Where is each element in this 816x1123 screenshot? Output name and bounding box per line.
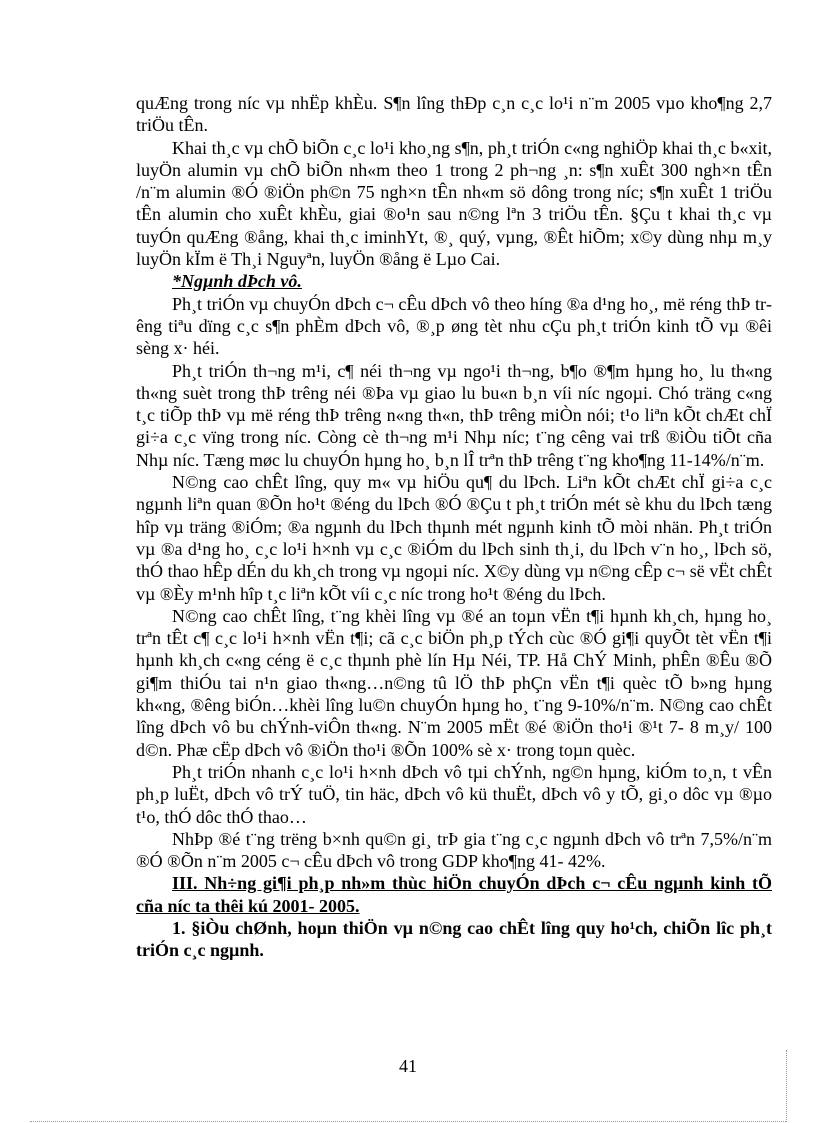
body-text [136,92,772,962]
subsection-heading-1: 1. §iÒu chØnh, hoµn thiÖn vµ n©ng cao chÊt lîng quy ho¹ch, chiÕn lîc ph¸t triÓn c¸c ngµnh. [136,917,772,961]
paragraph-3: Ph¸t triÓn vµ chuyÓn dÞch c¬ cÊu dÞch vô theo híng ®a d¹ng ho¸, më réng thÞ trêng tiªu dïng c¸c s¶n phÈm dÞch vô, ®¸p øng tèt nhu cÇu ph¸t triÓn kinh tÕ vµ ®êi sèng x· héi. [136,293,772,359]
paragraph-1: quÆng trong níc vµ nhËp khÈu. S¶n lîng thÐp c¸n c¸c lo¹i n¨m 2005 vµo kho¶ng 2,7 triÖu tÊn. [136,93,772,136]
paragraph-4: Ph¸t triÓn th¬ng m¹i, c¶ néi th¬ng vµ ngo¹i th¬ng, b¶o ®¶m hµng ho¸ lu th«ng th«ng suèt trong thÞ trêng néi ®Þa vµ giao lu bu«n b¸n víi níc ngoµi. Chó träng c«ng t¸c tiÕp thÞ vµ më réng thÞ trêng n«ng th«n, thÞ trêng miÒn nói; t¹o liªn kÕt chÆt chÏ gi÷a c¸c vïng trong níc. Còng cè th¬ng m¹i Nhµ níc; t¨ng cêng vai trß ®iÒu tiÕt cña Nhµ níc. Tæng møc lu chuyÓn hµng ho¸ b¸n lÎ trªn thÞ trêng t¨ng kho¶ng 11-14%/n¨m. [136,360,772,470]
paragraph-6: N©ng cao chÊt lîng, t¨ng khèi lîng vµ ®é an toµn vËn t¶i hµnh kh¸ch, hµng ho¸ trªn tÊt c¶ c¸c lo¹i h×nh vËn t¶i; cã c¸c biÖn ph¸p tÝch cùc ®Ó gi¶i quyÕt tèt vËn t¶i hµnh kh¸ch c«ng céng ë c¸c thµnh phè lín Hµ Néi, TP. Hå ChÝ Minh, phÊn ®Êu ®Õ gi¶m thiÓu tai n¹n giao th«ng…n©ng tû lÖ thÞ phÇn vËn t¶i quèc tÕ b»ng hµng kh«ng, ®êng biÓn…khèi lîng lu©n chuyÓn hµng ho¸ t¨ng 9-10%/n¨m. N©ng cao chÊt lîng dÞch vô bu chÝnh-viÔn th«ng. N¨m 2005 mËt ®é ®iÖn tho¹i ®¹t 7- 8 m¸y/ 100 d©n. Phæ cËp dÞch vô ®iÖn tho¹i ®Õn 100% sè x· trong toµn quèc. [136,605,772,760]
page-number: 41 [399,1056,417,1076]
section-heading-services: *Ngµnh dÞch vô. [172,271,302,292]
paragraph-2: Khai th¸c vµ chÕ biÕn c¸c lo¹i kho¸ng s¶n, ph¸t triÓn c«ng nghiÖp khai th¸c b«xit, luyÖn alumin vµ chÕ biÕn nh«m theo 1 trong 2 ph¬ng ¸n: s¶n xuÊt 300 ngh×n tÊn /n¨m alumin ®Ó ®iÖn ph©n 75 ngh×n tÊn nh«m sö dông trong níc; s¶n xuÊt 1 triÖu tÊn alumin cho xuÊt khÈu, giai ®o¹n sau n©ng lªn 3 triÖu tÊn. §Çu t khai th¸c vµ tuyÓn quÆng ®ång, khai th¸c iminhYt, ®¸ quý, vµng, ®Êt hiÕm; x©y dùng nhµ m¸y luyÖn kÏm ë Th¸i Nguyªn, luyÖn ®ång ë Lµo Cai. [136,137,772,270]
paragraph-5: N©ng cao chÊt lîng, quy m« vµ hiÖu qu¶ du lÞch. Liªn kÕt chÆt chÏ gi÷a c¸c ngµnh liªn quan ®Õn ho¹t ®éng du lÞch ®Ó ®Çu t ph¸t triÓn mét sè khu du lÞch tæng hîp vµ träng ®iÓm; ®a ngµnh du lÞch thµnh mét ngµnh kinh tÕ mòi nhän. Ph¸t triÓn vµ ®a d¹ng ho¸ c¸c lo¹i h×nh vµ c¸c ®iÓm du lÞch sinh th¸i, du lÞch v¨n ho¸, lÞch sö, thÓ thao hÊp dÉn du kh¸ch trong vµ ngoµi níc. X©y dùng vµ n©ng cÊp c¬ së vËt chÊt vµ ®Èy m¹nh hîp t¸c liªn kÕt víi c¸c níc trong ho¹t ®éng du lÞch. [136,472,772,604]
page-border-right [786,1050,787,1122]
paragraph-8: NhÞp ®é t¨ng trëng b×nh qu©n gi¸ trÞ gia t¨ng c¸c ngµnh dÞch vô trªn 7,5%/n¨m ®Ó ®Õn n¨m 2005 c¬ cÊu dÞch vô trong GDP kho¶ng 41- 42%. [136,828,772,872]
page-border-bottom [30,1121,786,1122]
section-heading-iii: III. Nh÷ng gi¶i ph¸p nh»m thùc hiÖn chuyÓn dÞch c¬ cÊu ngµnh kinh tÕ cña níc ta thêi kú 2001- 2005. [136,873,772,916]
paragraph-7: Ph¸t triÓn nhanh c¸c lo¹i h×nh dÞch vô tµi chÝnh, ng©n hµng, kiÓm to¸n, t vÊn ph¸p luËt, dÞch vô trÝ tuÖ, tin häc, dÞch vô kü thuËt, dÞch vô y tÕ, gi¸o dôc vµ ®µo t¹o, thÓ dôc thÓ thao… [136,761,772,827]
